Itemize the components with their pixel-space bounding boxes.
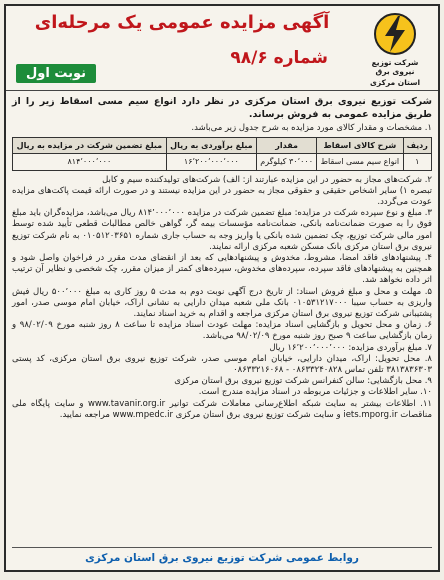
lightning-logo-icon [373,12,417,56]
item-10: ۱۰. سایر اطلاعات و جزئیات مربوطه در اسناد مزایده مندرج است. [198,387,432,398]
company-logo [360,12,430,87]
item-2: ۲. شرکت‌های مجاز به حضور در این مزایده عبارتند از: الف) شرکت‌های تولیدکننده سیم و کابل [102,174,432,185]
table-cell: ۱۶٬۲۰۰٬۰۰۰٬۰۰۰ [166,154,256,170]
logo-caption-1: شرکت توزیع نیروی برق [371,58,419,76]
item-1: ۱. مشخصات و مقدار کالای مورد مزایده به شرح جدول زیر می‌باشد. [191,123,432,133]
first-round-badge: نوبت اول [16,64,96,83]
table-cell: ۸۱۴٬۰۰۰٬۰۰۰ [13,154,167,170]
note-1: تبصره ۱) سایر اشخاص حقیقی و حقوقی مجاز به حضور در این مزایده نیستند و در صورت ارائه قیمت پاکت‌های مزایده عودت می‌گردد. [12,185,432,208]
item-8: ۸. محل تحویل: اراک، میدان دارایی، خیابان امام موسی صدر، شرکت توزیع نیروی برق استان مرکزی، کد پستی ۳۸۱۳۸۳۶۳۰۳ تلفن تماس ۰۸۶۳۳۲۴۰۸۲۸ - ۰۸۶۳۳۲۱۶۰۶۸ [12,353,432,376]
table-header-row [13,138,432,154]
item-3: ۳. مبلغ و نوع سپرده شرکت در مزایده: مبلغ تضمین شرکت در مزایده ۸۱۴٬۰۰۰٬۰۰۰ ریال می‌باشد، مزایده‌گران باید مبلغ فوق را به صورت ضمانت‌نامه بانکی، ضمانت‌نامه مؤسسات بیمه گر، گواهی خالص مطالبات قطعی تأیید شده توسط امور مالی شرکت توزیع، چک تضمین شده بانکی یا واریز وجه به حساب جاری شماره ۰۱۰۵۱۲۰۳۶۵۱ به نام شرکت توزیع نیروی برق استان مرکزی بانک مسکن شعبه مرکزی ارائه نمایند. [12,208,432,252]
auction-notice [4,4,440,572]
notice-number: شماره ۹۸/۶ [230,48,328,68]
logo-caption-2: استان مرکزی [369,78,421,87]
column-header: مبلغ برآوردی به ریال [166,138,256,154]
public-relations-footer: روابط عمومی شرکت توزیع نیروی برق استان مرکزی [12,547,432,564]
item-4: ۴. پیشنهادهای فاقد امضا، مشروط، مخدوش و پیشنهادهایی که بعد از انقضای مدت مقرر در فراخوان واصل شود و همچنین به پیشنهادهای فاقد سپرده، سپرده‌های مخدوش، سپرده‌های کمتر از میزان مقرر، چک شخصی و نظایر آن ترتیب اثر داده نخواهد شد. [12,253,432,286]
item-7: ۷. مبلغ برآوردی مزایده: ۱۶٬۲۰۰٬۰۰۰٬۰۰۰ ریال [269,342,432,353]
notice-header [6,6,438,91]
item-11: ۱۱. اطلاعات بیشتر به سایت شبکه اطلاع‌رسانی معاملات شرکت توانیر www.tavanir.org.ir و سایت پایگاه ملی مناقصات iets.mporg.ir و سایت شرکت توزیع نیروی برق استان مرکزی www.mpedc.ir مراجعه نمایید. [12,398,432,420]
item-9: ۹. محل بازگشایی: سالن کنفرانس شرکت توزیع نیروی برق استان مرکزی [174,376,432,387]
table-cell: انواع سیم مسی اسقاط [317,154,403,170]
items-table [12,137,432,170]
intro-paragraph: شرکت توزیع نیروی برق استان مرکزی در نظر دارد انواع سیم مسی اسقاط زیر را از طریق مزایده عمومی به فروش برساند. [12,96,432,120]
column-header: ردیف [403,138,431,154]
notice-body [12,96,432,421]
item-5: ۵. مهلت و محل و مبلغ فروش اسناد: از تاریخ درج آگهی نوبت دوم به مدت ۵ روز کاری به مبلغ ۵۰۰٬۰۰۰ ریال فیش واریزی به حساب سیبا ۰۱۰۵۳۱۲۱۷۰۰۰ بانک ملی شعبه میدان دارایی به نشانی اراک، خیابان امام موسی صدر، امور پشتیبانی شرکت توزیع نیروی برق استان مرکزی مراجعه و اقدام به خرید اسناد نمایند. [12,286,433,320]
table-cell: ۳۰٬۰۰۰ کیلوگرم [256,154,316,170]
table-cell: ۱ [403,154,431,170]
column-header: مقدار [256,138,316,154]
notice-title: آگهی مزایده عمومی یک مرحله‌ای [34,12,330,33]
column-header: شرح کالای اسقاط [317,138,403,154]
table-row [13,154,432,170]
item-6: ۶. زمان و محل تحویل و بازگشایی اسناد مزایده: مهلت عودت اسناد مزایده تا ساعت ۸ روز شنبه مورخ ۹۸/۰۲/۰۹ و زمان بازگشایی ساعت ۹ صبح روز شنبه مورخ ۹۸/۰۲/۰۹ می‌باشد. [12,320,432,342]
column-header: مبلغ تضمین شرکت در مزایده به ریال [13,138,167,154]
